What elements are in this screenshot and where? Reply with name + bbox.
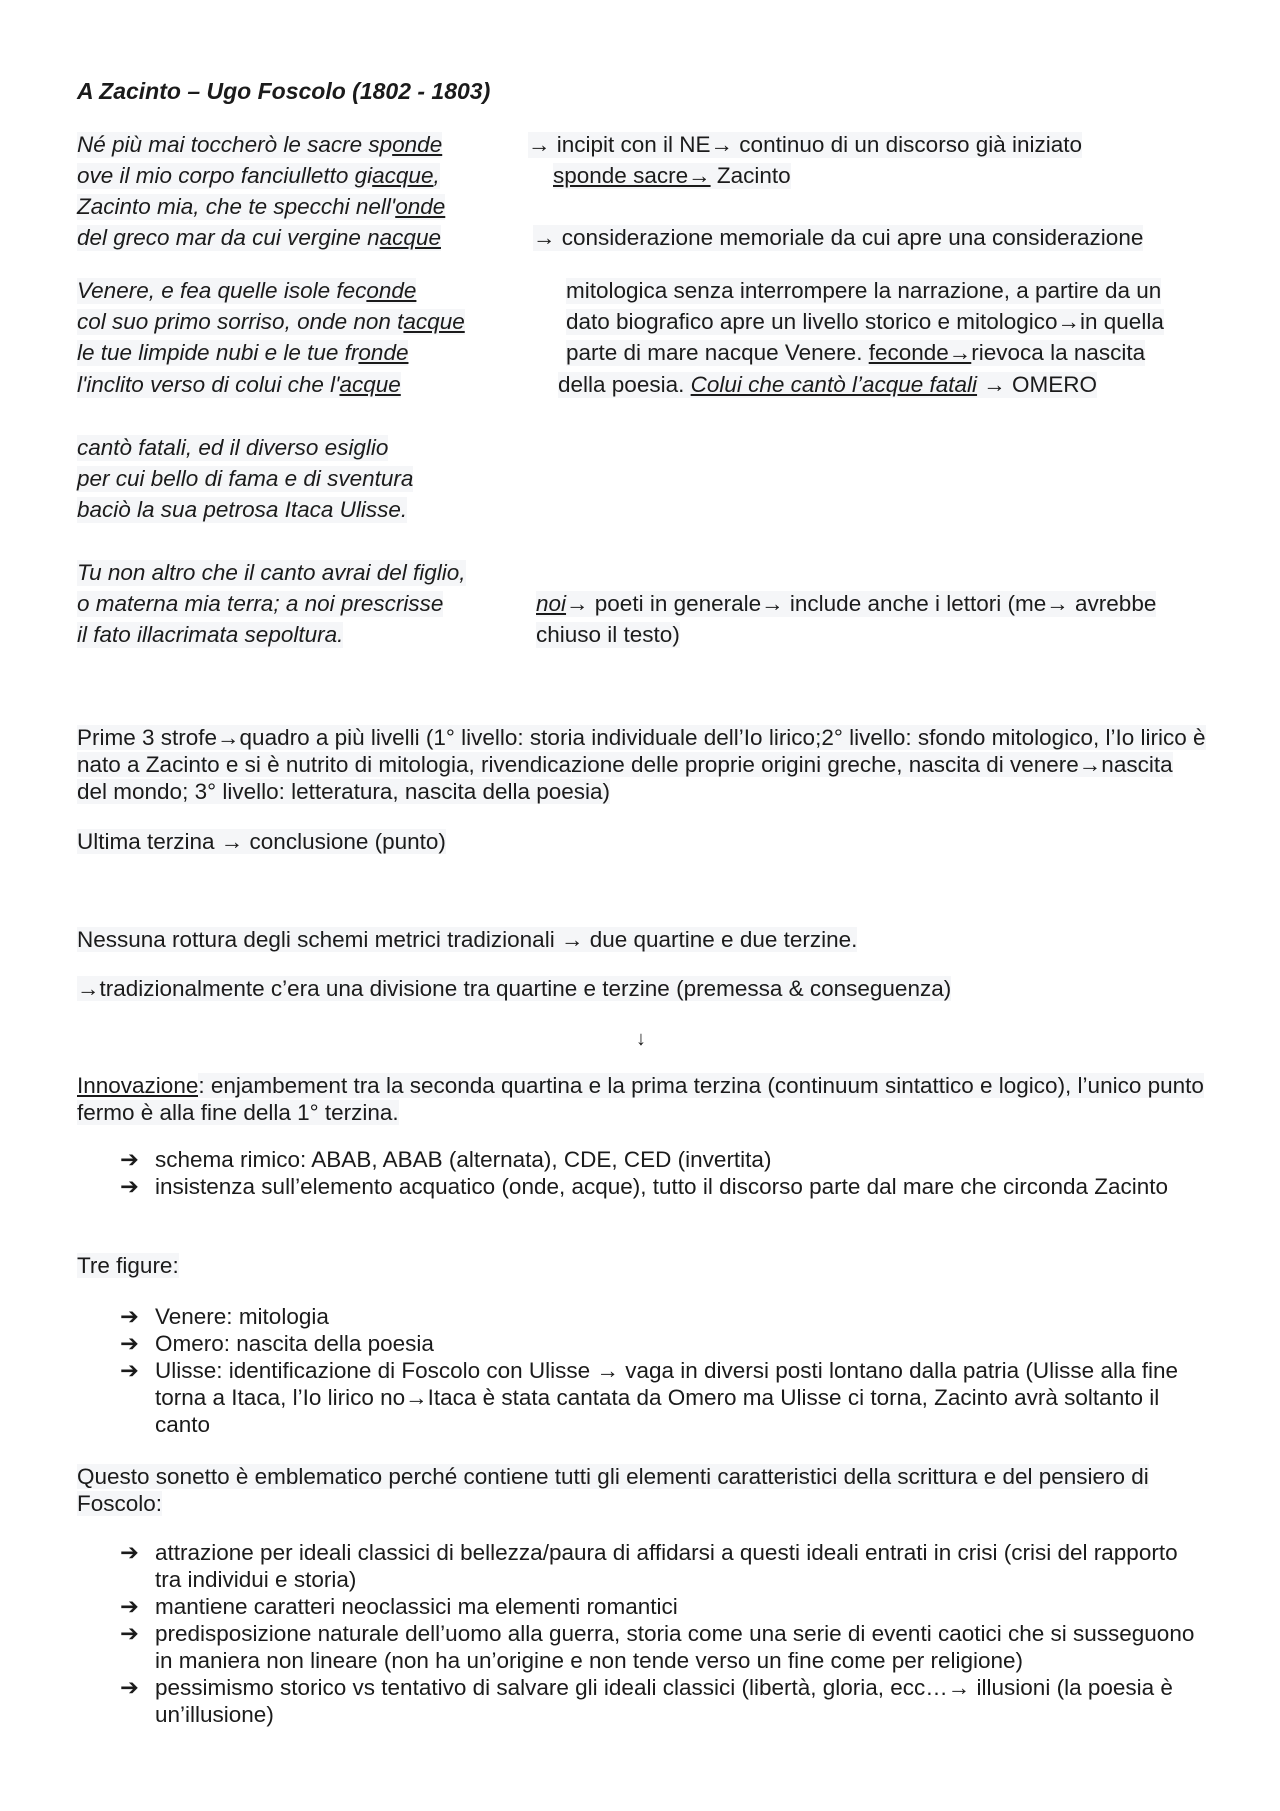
- poem-line-11: baciò la sua petrosa Itaca Ulisse.: [77, 497, 408, 522]
- list-item: ➔ Venere: mitologia: [120, 1304, 329, 1329]
- poem-line-1: Né più mai toccherò le sacre sponde: [77, 132, 443, 157]
- note-sponde: sponde sacre→ Zacinto: [553, 163, 791, 188]
- note-omero: della poesia. Colui che cantò l’acque fatali → OMERO: [558, 372, 1098, 397]
- poem-line-2: ove il mio corpo fanciulletto giacque,: [77, 163, 440, 188]
- paragraph-sonetto: Questo sonetto è emblematico perché contiene tutti gli elementi caratteristici della scrittura e del pensiero di Foscolo:: [77, 1464, 1149, 1516]
- poem-line-3: Zacinto mia, che te specchi nell'onde: [77, 194, 446, 219]
- arrow-bullet-icon: ➔: [120, 1594, 139, 1619]
- arrow-bullet-icon: ➔: [120, 1540, 139, 1565]
- paragraph-tre-figure: Tre figure:: [77, 1253, 179, 1278]
- poem-line-6: col suo primo sorriso, onde non tacque: [77, 309, 465, 334]
- note-biografico: dato biografico apre un livello storico e mitologico→in quella: [566, 309, 1164, 334]
- list-item: ➔ Omero: nascita della poesia: [120, 1331, 434, 1356]
- document-title: A Zacinto – Ugo Foscolo (1802 - 1803): [77, 78, 491, 104]
- note-noi: noi→ poeti in generale→ include anche i lettori (me→ avrebbe: [536, 591, 1157, 616]
- note-venere: parte di mare nacque Venere. feconde→rievoca la nascita: [566, 340, 1146, 365]
- list-item: ➔ Ulisse: identificazione di Foscolo con Ulisse → vaga in diversi posti lontano dalla patria (Ulisse alla fine torna a Itaca, l’Io lirico no→Itaca è stata cantata da Omero ma Ulisse ci torna, Zacinto avrà soltanto il canto: [120, 1358, 1178, 1437]
- arrow-bullet-icon: ➔: [120, 1675, 139, 1700]
- poem-line-7: le tue limpide nubi e le tue fronde: [77, 340, 409, 365]
- list-schema: [120, 1146, 1210, 1200]
- arrow-bullet-icon: ➔: [120, 1174, 139, 1199]
- paragraph-innovazione: Innovazione: enjambement tra la seconda quartina e la prima terzina (continuum sintattico e logico), l’unico punto fermo è alla fine della 1° terzina.: [77, 1073, 1204, 1125]
- arrow-bullet-icon: ➔: [120, 1304, 139, 1329]
- poem-line-8: l'inclito verso di colui che l'acque: [77, 372, 401, 397]
- paragraph-prime-strofe: Prime 3 strofe→quadro a più livelli (1° livello: storia individuale dell’Io lirico;2° livello: sfondo mitologico, l’Io lirico è nato a Zacinto e si è nutrito di mitologia, rivendicazione delle proprie origini greche, nascita di venere→nascita del mondo; 3° livello: letteratura, nascita della poesia): [77, 725, 1206, 804]
- poem-line-5: Venere, e fea quelle isole feconde: [77, 278, 417, 303]
- poem-line-13: o materna mia terra; a noi prescrisse: [77, 591, 444, 616]
- arrow-bullet-icon: ➔: [120, 1358, 139, 1383]
- arrow-bullet-icon: ➔: [120, 1147, 139, 1172]
- paragraph-schemi-metrici: Nessuna rottura degli schemi metrici tradizionali → due quartine e due terzine.: [77, 927, 858, 952]
- paragraph-tradizionalmente: →tradizionalmente c’era una divisione tra quartine e terzine (premessa & conseguenza): [77, 976, 952, 1001]
- poem-line-10: per cui bello di fama e di sventura: [77, 466, 414, 491]
- list-item: ➔ insistenza sull’elemento acquatico (onde, acque), tutto il discorso parte dal mare che circonda Zacinto: [120, 1174, 1169, 1199]
- poem-line-9: cantò fatali, ed il diverso esiglio: [77, 435, 389, 460]
- note-incipit: → incipit con il NE→ continuo di un discorso già iniziato: [528, 132, 1083, 157]
- list-item: ➔ predisposizione naturale dell’uomo alla guerra, storia come una serie di eventi caotici che si susseguono in maniera non lineare (non ha un’origine e non tende verso un fine come per religione): [120, 1621, 1195, 1673]
- poem-line-4: del greco mar da cui vergine nacque: [77, 225, 441, 250]
- list-item: ➔ schema rimico: ABAB, ABAB (alternata), CDE, CED (invertita): [120, 1147, 772, 1172]
- note-mitologica: mitologica senza interrompere la narrazione, a partire da un: [566, 278, 1162, 303]
- list-item: ➔ mantiene caratteri neoclassici ma elementi romantici: [120, 1594, 678, 1619]
- arrow-bullet-icon: ➔: [120, 1621, 139, 1646]
- paragraph-ultima-terzina: Ultima terzina → conclusione (punto): [77, 829, 446, 854]
- poem-line-14: il fato illacrimata sepoltura.: [77, 622, 344, 647]
- list-item: ➔ attrazione per ideali classici di bellezza/paura di affidarsi a questi ideali entrati in crisi (crisi del rapporto tra individui e storia): [120, 1540, 1178, 1592]
- note-memoriale: → considerazione memoriale da cui apre una considerazione: [533, 225, 1144, 250]
- down-arrow-icon: ↓: [636, 1028, 646, 1050]
- note-chiuso: chiuso il testo): [536, 622, 680, 647]
- list-item: ➔ pessimismo storico vs tentativo di salvare gli ideali classici (libertà, gloria, ecc…→ illusioni (la poesia è un’illusione): [120, 1675, 1173, 1727]
- list-figure: [120, 1303, 1210, 1438]
- list-caratteristiche: [120, 1539, 1210, 1728]
- poem-line-12: Tu non altro che il canto avrai del figlio,: [77, 560, 466, 585]
- arrow-bullet-icon: ➔: [120, 1331, 139, 1356]
